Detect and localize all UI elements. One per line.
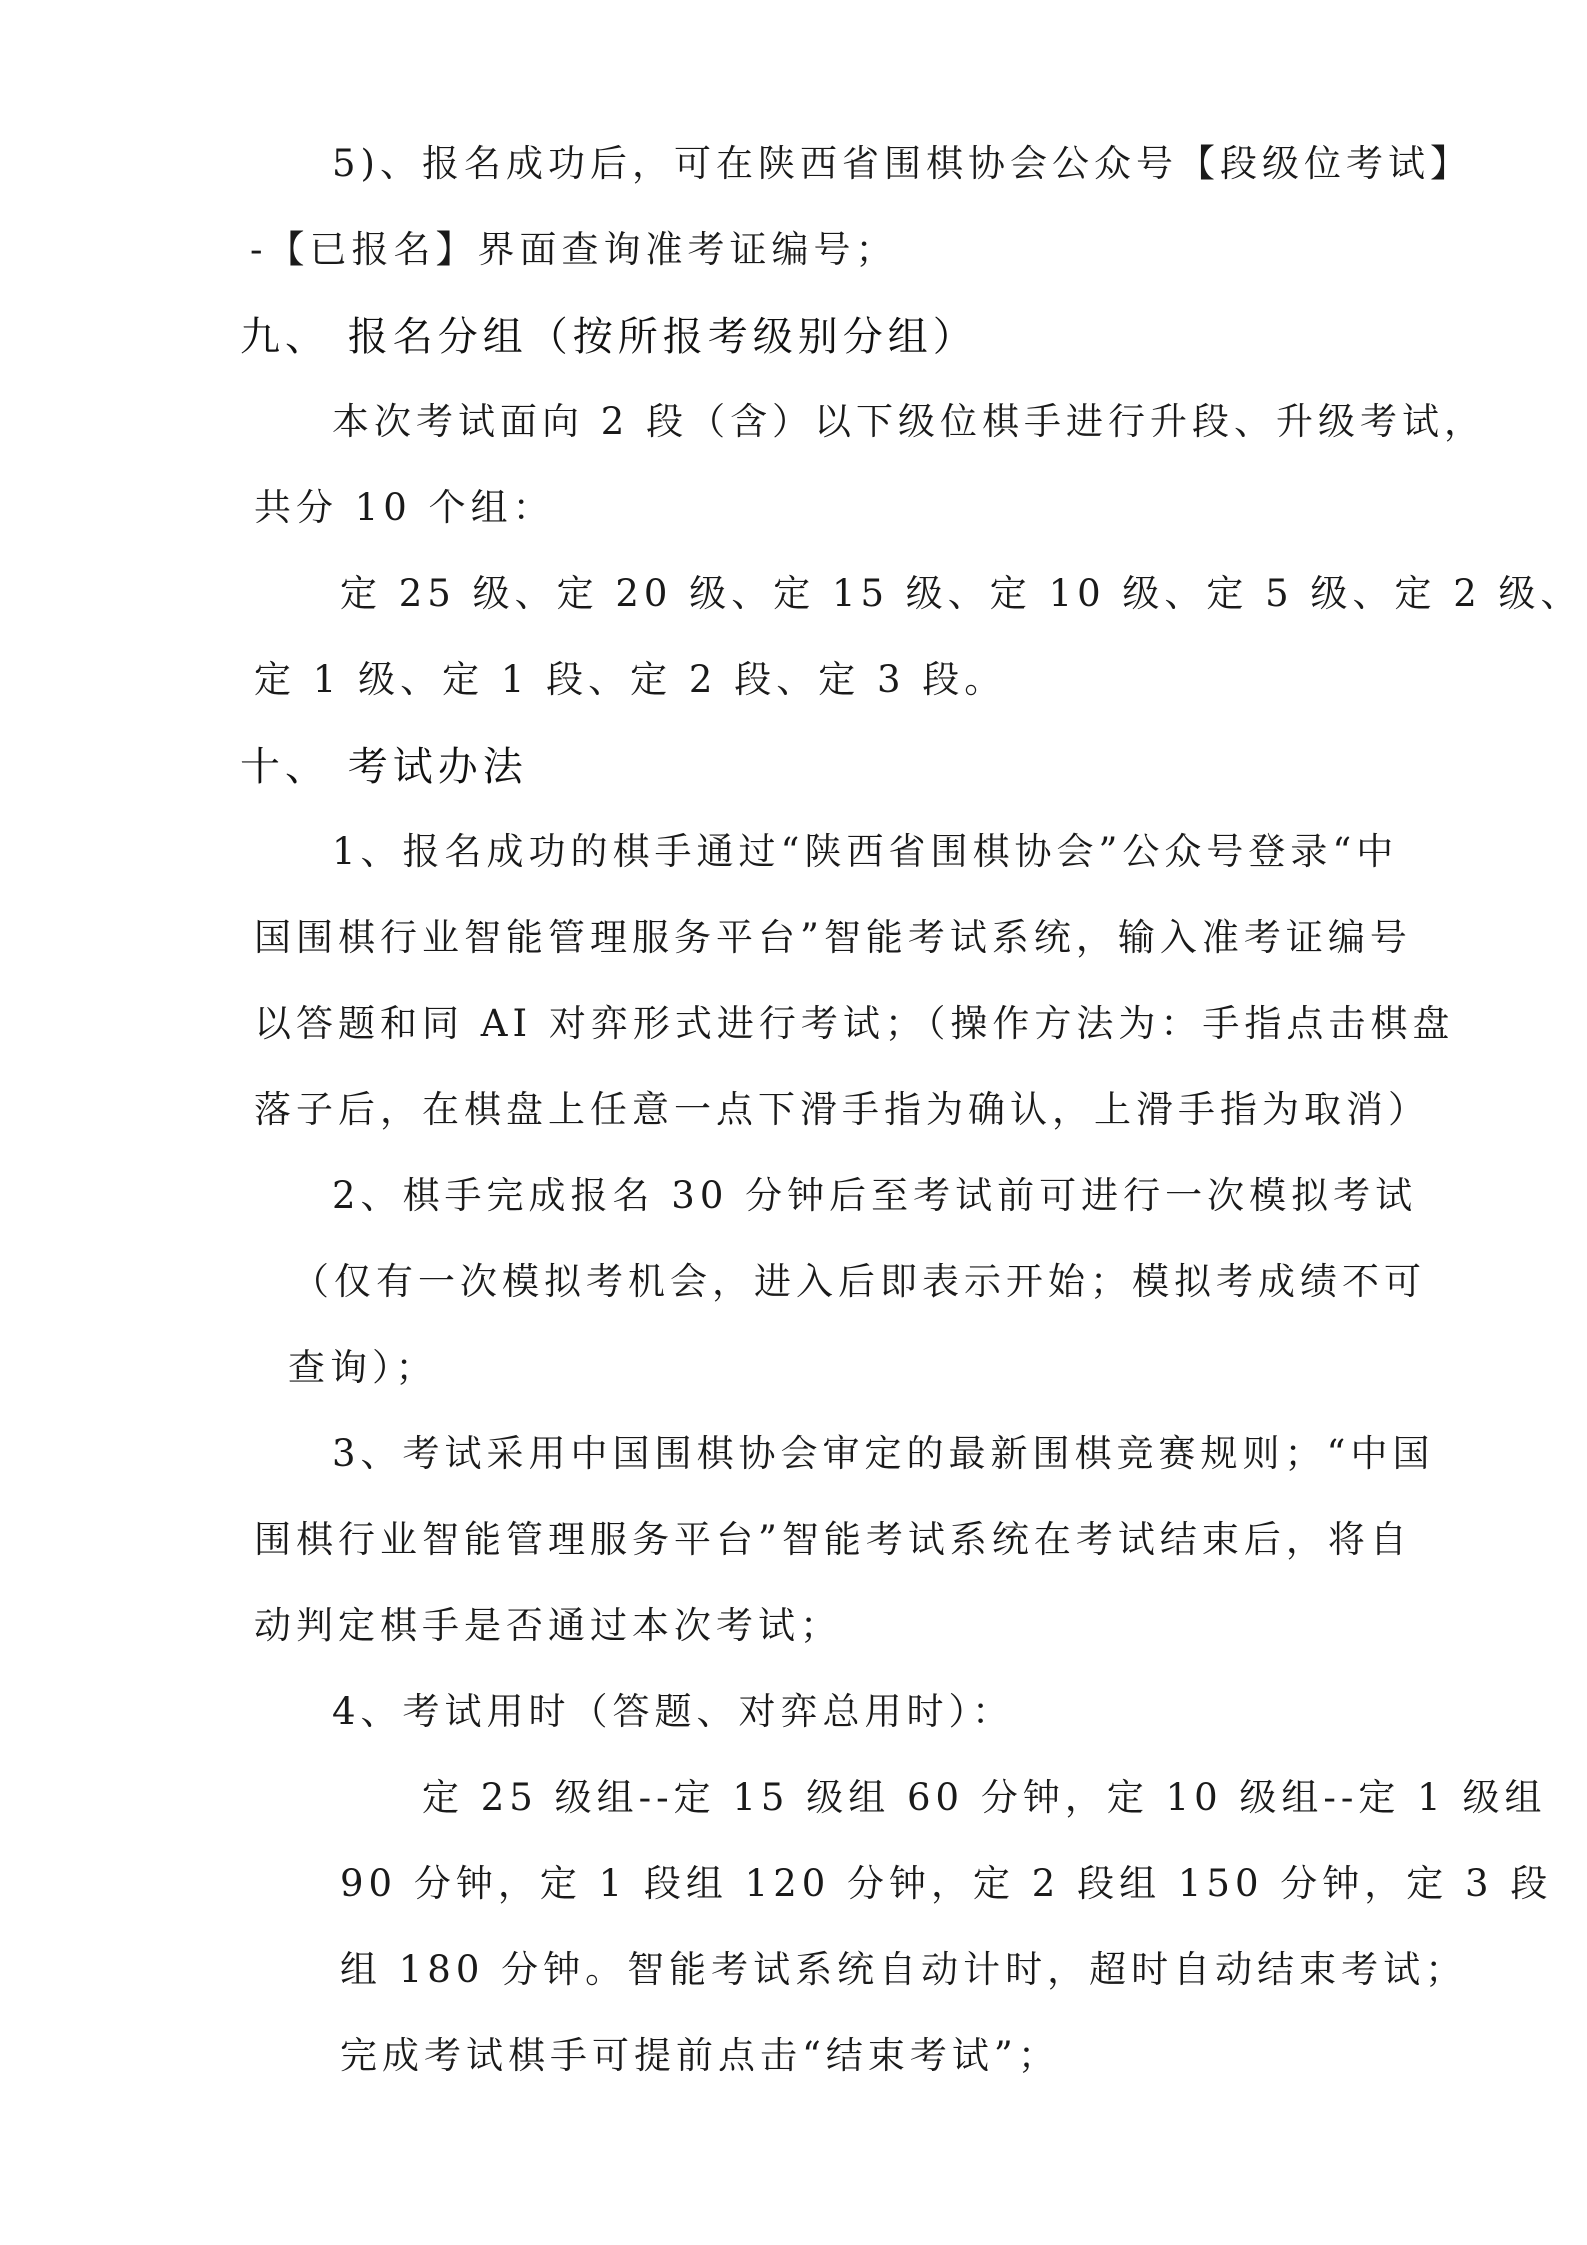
- exam-item1-line-1: 1、报名成功的棋手通过“陕西省围棋协会”公众号登录“中: [332, 830, 1399, 873]
- exam-item2-line-3: 查询）；: [288, 1346, 438, 1389]
- exam-item2-line-1: 2、棋手完成报名 30 分钟后至考试前可进行一次模拟考试: [332, 1174, 1418, 1217]
- exam-item1-line-4: 落子后，在棋盘上任意一点下滑手指为确认，上滑手指为取消）: [254, 1088, 1430, 1131]
- exam-item1-line-3: 以答题和同 AI 对弈形式进行考试；（操作方法为：手指点击棋盘: [254, 1002, 1455, 1045]
- exam-item4-heading: 4、考试用时（答题、对弈总用时）：: [332, 1690, 1015, 1733]
- exam-item3-line-3: 动判定棋手是否通过本次考试；: [254, 1604, 842, 1647]
- exam-item4-line-2: 90 分钟，定 1 段组 120 分钟，定 2 段组 150 分钟，定 3 段: [340, 1862, 1553, 1905]
- section-9-para2-line-1: 定 25 级、定 20 级、定 15 级、定 10 级、定 5 级、定 2 级、: [340, 572, 1583, 615]
- section-9-heading: 九、 报名分组（按所报考级别分组）: [240, 314, 978, 360]
- exam-item4-line-1: 定 25 级组--定 15 级组 60 分钟，定 10 级组--定 1 级组: [422, 1776, 1547, 1819]
- section-9-para1-line-2: 共分 10 个组：: [254, 486, 555, 529]
- item5-line-2: -【已报名】界面查询准考证编号；: [250, 228, 898, 271]
- exam-item4-line-3: 组 180 分钟。智能考试系统自动计时，超时自动结束考试；: [340, 1948, 1468, 1991]
- exam-item4-line-4: 完成考试棋手可提前点击“结束考试”；: [340, 2034, 1060, 2077]
- section-9-para1-line-1: 本次考试面向 2 段（含）以下级位棋手进行升段、升级考试，: [332, 400, 1487, 443]
- exam-item2-line-2: （仅有一次模拟考机会，进入后即表示开始；模拟考成绩不可: [292, 1260, 1426, 1303]
- exam-item3-line-2: 围棋行业智能管理服务平台”智能考试系统在考试结束后，将自: [254, 1518, 1412, 1561]
- item5-line-1: 5)、报名成功后，可在陕西省围棋协会公众号【段级位考试】: [332, 142, 1472, 185]
- exam-item1-line-2: 国围棋行业智能管理服务平台”智能考试系统，输入准考证编号: [254, 916, 1412, 959]
- exam-item3-line-1: 3、考试采用中国围棋协会审定的最新围棋竞赛规则；“中国: [332, 1432, 1435, 1475]
- section-9-para2-line-2: 定 1 级、定 1 段、定 2 段、定 3 段。: [254, 658, 1007, 701]
- section-10-heading: 十、 考试办法: [240, 744, 528, 790]
